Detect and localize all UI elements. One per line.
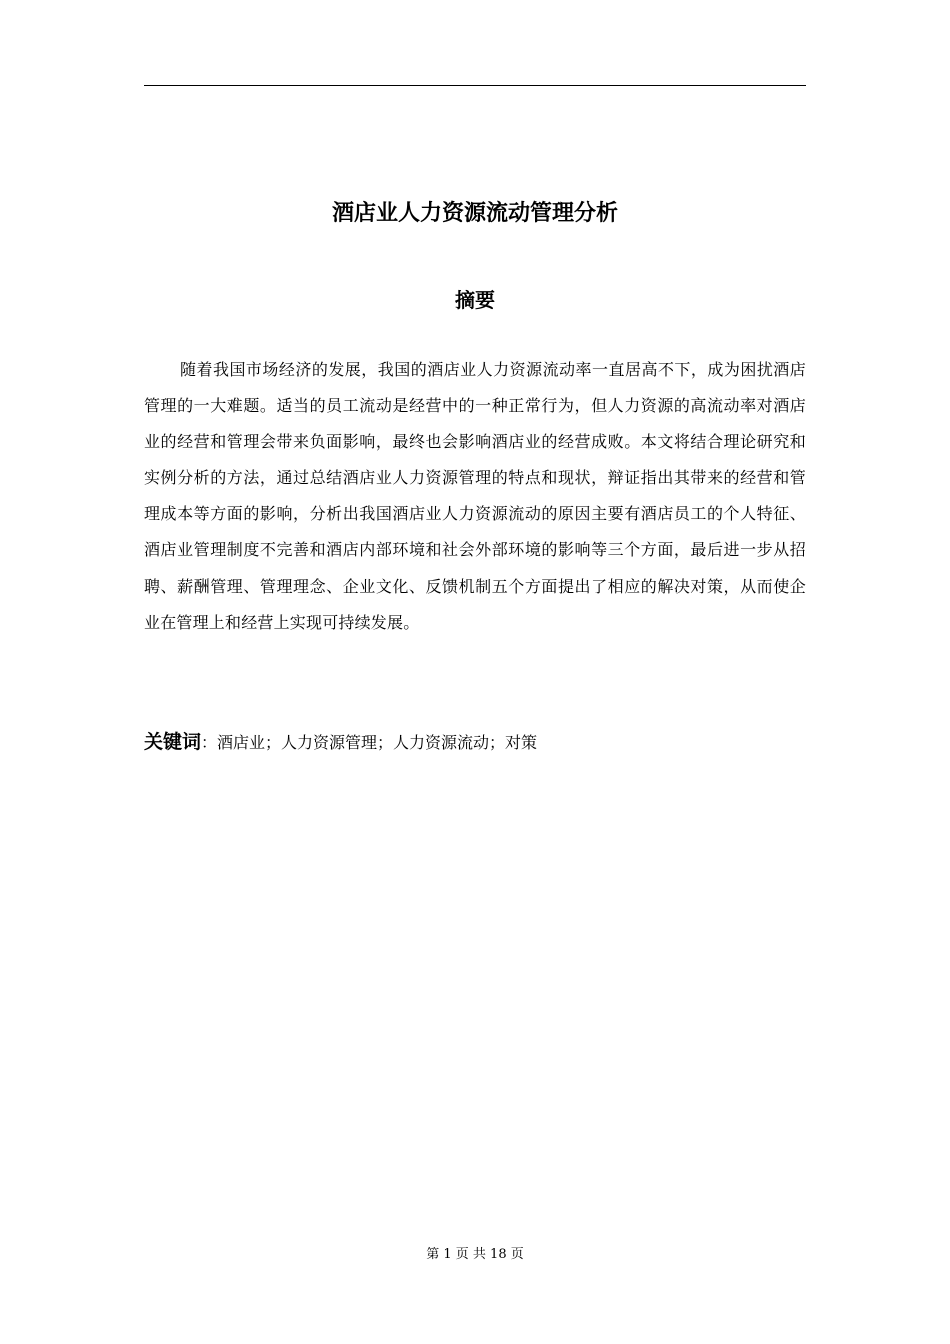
page-number-footer: 第 1 页 共 18 页 [426,1247,524,1262]
abstract-body: 随着我国市场经济的发展，我国的酒店业人力资源流动率一直居高不下，成为困扰酒店管理的一大难题。适当的员工流动是经营中的一种正常行为，但人力资源的高流动率对酒店业的经营和管理会带来负面影响，最终也会影响酒店业的经营成败。本文将结合理论研究和实例分析的方法，通过总结酒店业人力资源管理的特点和现状，辩证指出其带来的经营和管理成本等方面的影响，分析出我国酒店业人力资源流动的原因主要有酒店员工的个人特征、酒店业管理制度不完善和酒店内部环境和社会外部环境的影响等三个方面，最后进一步从招聘、薪酬管理、管理理念、企业文化、反馈机制五个方面提出了相应的解决对策，从而使企业在管理上和经营上实现可持续发展。 [144,360,806,632]
header-rule [144,85,806,86]
keywords-text: 酒店业；人力资源管理；人力资源流动；对策 [217,733,538,752]
abstract-heading: 摘要 [455,288,495,312]
document-title: 酒店业人力资源流动管理分析 [331,201,618,226]
keywords-line [144,726,806,759]
keywords-label: 关键词 [144,731,202,753]
keywords-colon: ： [201,733,218,752]
